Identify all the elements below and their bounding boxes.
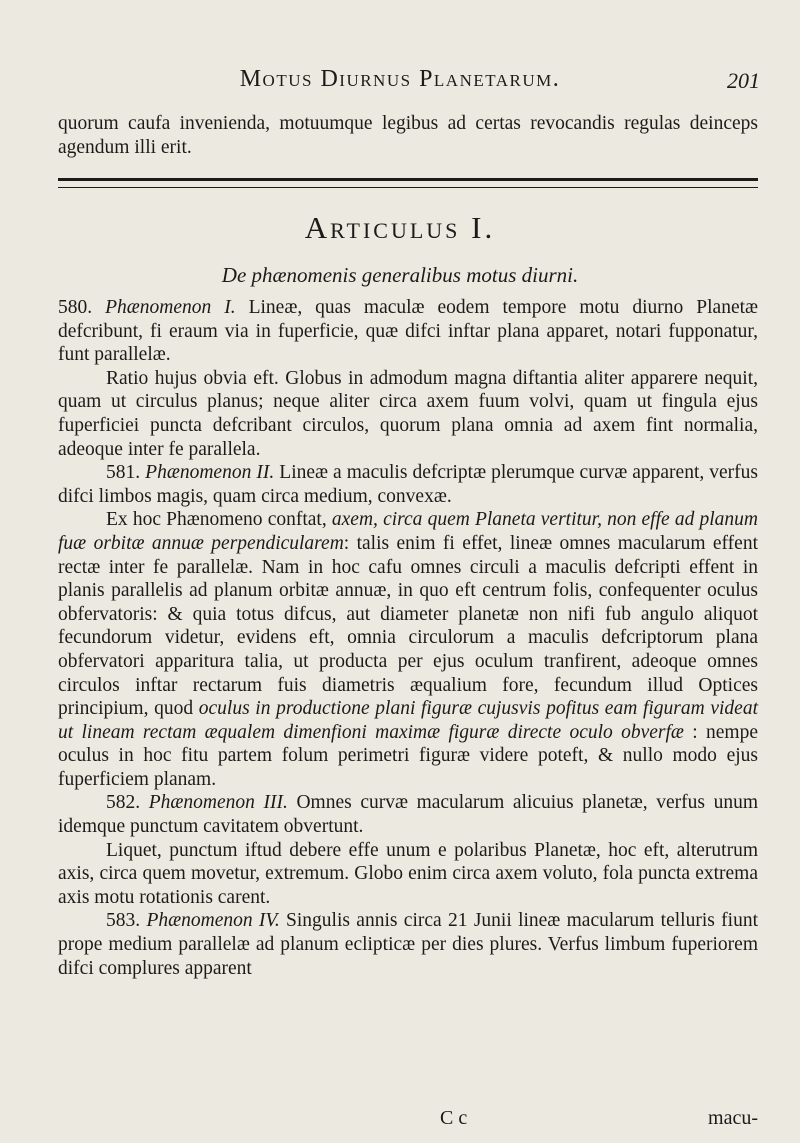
paragraph-583 (58, 909, 758, 980)
article-subtitle: De phænomenis generalibus motus diurni. (221, 263, 579, 287)
paragraph-text: Lineæ, quas maculæ eodem tempore motu diurno Planetæ defcribunt, fi eraum via in fuperficie, quæ difci inftar plana apparet, notari fupponatur, funt parallelæ. (58, 297, 759, 366)
paragraph-581 (58, 461, 758, 508)
phenomenon-label: Phænomenon III. (148, 792, 288, 814)
running-title: Motus Diurnus Planetarum. (239, 66, 561, 92)
main-text (58, 296, 758, 980)
paragraph-580 (58, 296, 758, 367)
section-divider (58, 178, 758, 188)
italic-run: axem, circa quem Planeta vertitur, non effe ad planum fuæ orbitæ annuæ perpendicularem (58, 509, 758, 554)
phenomenon-label: Phænomenon IV. (146, 910, 280, 932)
paragraph-582-explanation: Liquet, punctum iftud debere effe unum e polaribus Planetæ, hoc eft, alterutrum axis, circa quem movetur, extremum. Globo enim circa axem voluto, fola puncta extrema axis motu rotationis carent. (58, 839, 758, 908)
paragraph-number: 582. (106, 792, 141, 814)
signature-mark: C c (440, 1107, 468, 1129)
page-header (0, 66, 800, 100)
text-run: Ex hoc Phænomeno conftat, (106, 509, 327, 531)
article-heading: Articulus I. (304, 210, 496, 245)
paragraph-582 (58, 791, 758, 838)
paragraph-number: 580. (58, 297, 93, 318)
intro-text: quorum caufa invenienda, motuumque legibus ad certas revocandis regulas deinceps agendum illi erit. (58, 113, 758, 158)
page-footer (58, 1107, 758, 1133)
paragraph-580-explanation: Ratio hujus obvia eft. Globus in admodum magna diftantia aliter apparere nequit, quam ut circulus planus; neque aliter circa axem fuum volvi, quam ut fingula ejus fuperficiei puncta defcribant circulos, quorum plana omnia ad axem fint normalia, adeoque inter fe parallela. (58, 367, 758, 460)
paragraph-text: Omnes curvæ macularum alicuius planetæ, verfus unum idemque punctum cavitatem obvertunt. (58, 792, 759, 838)
phenomenon-label: Phænomenon II. (145, 462, 275, 484)
intro-paragraph (58, 112, 758, 159)
paragraph-number: 581. (106, 462, 141, 484)
catchword: macu- (708, 1107, 758, 1129)
text-run: : nempe oculus in hoc fitu partem folum perimetri figuræ videre poteft, & nullo modo ejus fuperficiem planam. (58, 721, 758, 790)
paragraph-text: Lineæ a maculis defcriptæ plerumque curvæ apparent, verfus difci limbos magis, quam circa medium, convexæ. (58, 462, 759, 507)
phenomenon-label: Phænomenon I. (105, 297, 236, 318)
paragraph-581-explanation (58, 508, 758, 791)
italic-run: oculus in productione plani figuræ cujusvis pofitus eam figuram videat ut lineam rectam æqualem dimenfioni maximæ figuræ directe oculo obverfæ (58, 698, 758, 743)
paragraph-number: 583. (106, 910, 141, 932)
paragraph-text: Singulis annis circa 21 Junii lineæ macularum telluris fiunt prope medium parallelæ ad planum eclipticæ per dies plures. Verfus limbum fuperiorem difci complures apparent (58, 910, 758, 979)
text-run: : talis enim fi effet, lineæ omnes macularum effent rectæ inter fe parallelæ. Nam in hoc cafu omnes circuli a maculis defcripti effent in planis parallelis ad planum orbitæ annuæ, in quo eft centrum folis, confequenter oculus obfervatoris: & quia totus difcus, aut diameter planetæ non nifi fub angulo aliquot fecundorum videtur, evidens eft, omnia circulorum a maculis defcriptorum plana obfervatori apparitura talia, ut producta per ejus oculum tranfirent, adeoque omnes circulos inftar rectarum fuis diametris æqualium fore, fecundum illud Optices principium, quod (58, 532, 758, 720)
page-number: 201 (727, 68, 760, 93)
